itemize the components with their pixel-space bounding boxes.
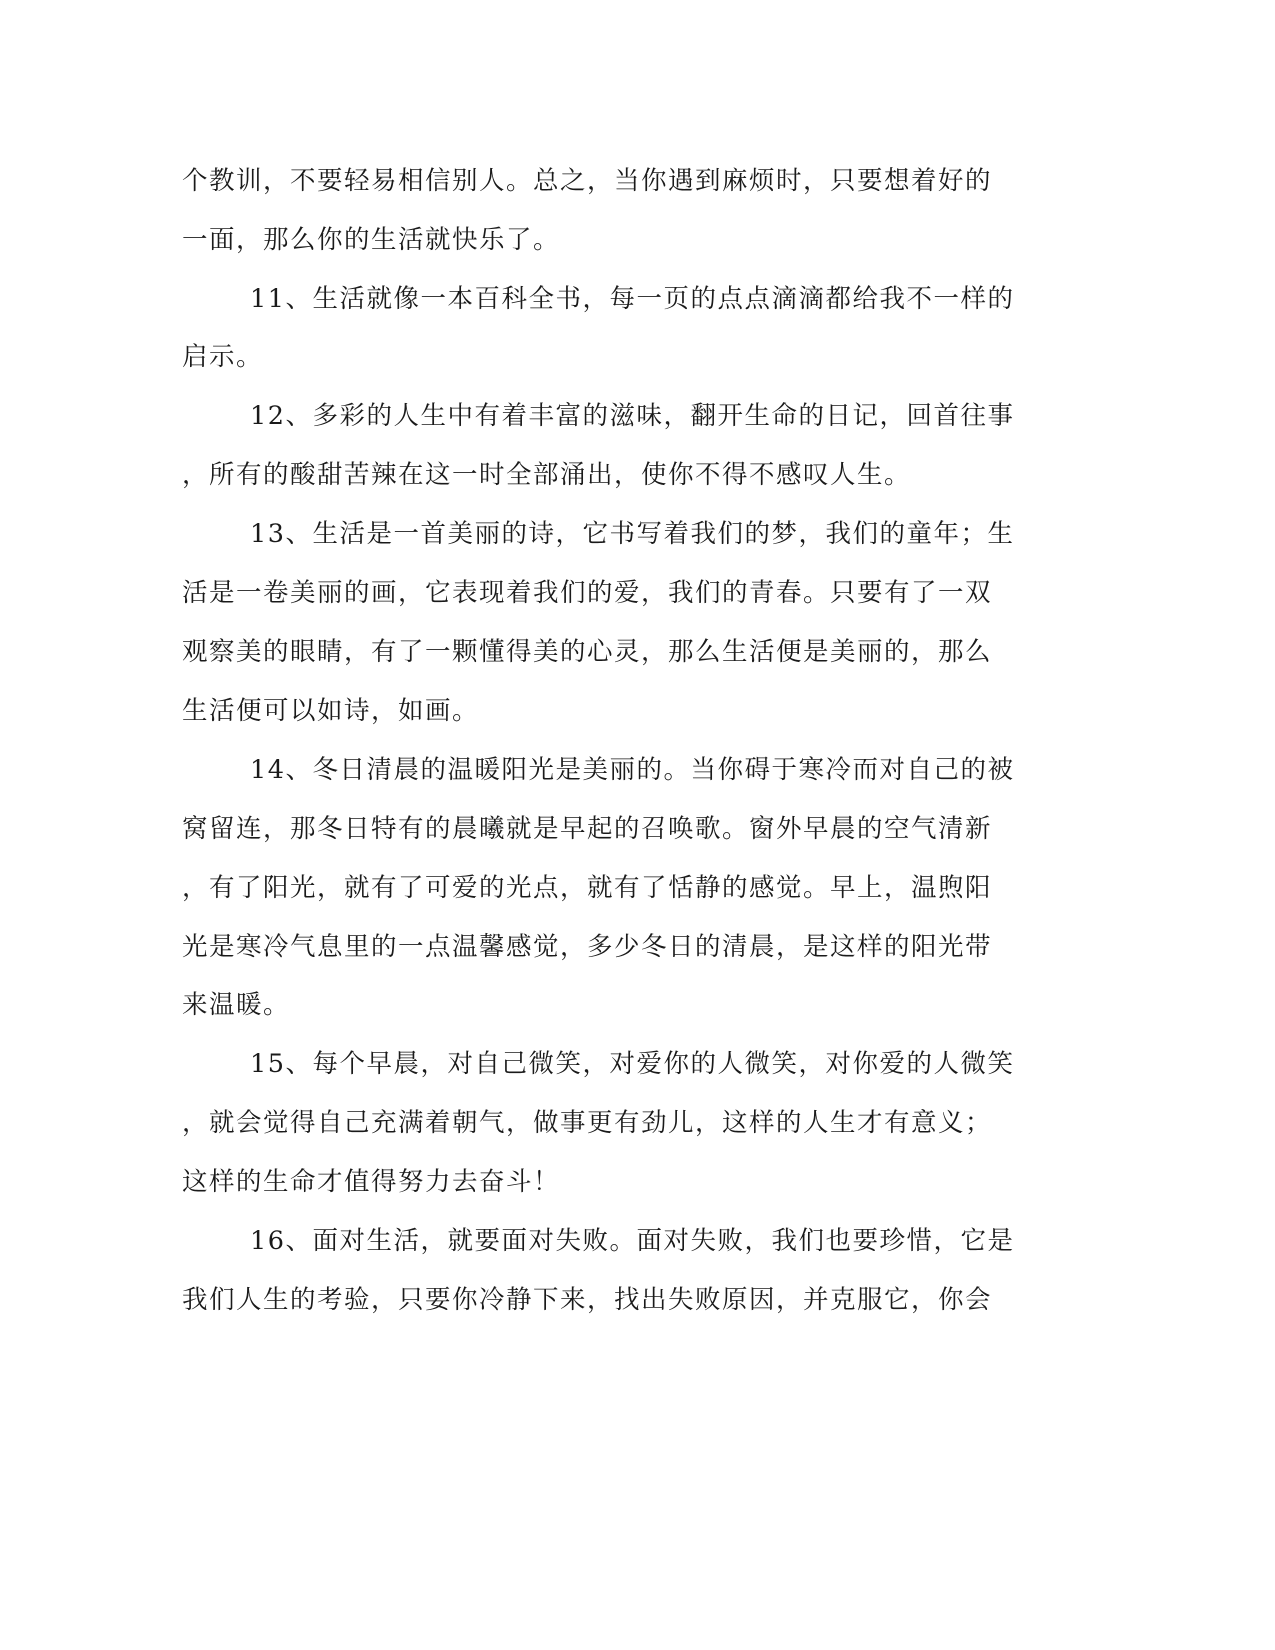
text-line: 生活便可以如诗，如画。 bbox=[182, 696, 480, 726]
text-line: 来温暖。 bbox=[182, 990, 291, 1020]
text-line: 这样的生命才值得努力去奋斗！ bbox=[182, 1167, 561, 1197]
text-line: ，所有的酸甜苦辣在这一时全部涌出，使你不得不感叹人生。 bbox=[182, 460, 912, 490]
text-line: 活是一卷美丽的画，它表现着我们的爱，我们的青春。只要有了一双 bbox=[182, 578, 993, 608]
text-line: 我们人生的考验，只要你冷静下来，找出失败原因，并克服它，你会 bbox=[182, 1285, 993, 1315]
text-line: 窝留连，那冬日特有的晨曦就是早起的召唤歌。窗外早晨的空气清新 bbox=[182, 814, 993, 844]
text-line: ，有了阳光，就有了可爱的光点，就有了恬静的感觉。早上，温煦阳 bbox=[182, 873, 993, 903]
text-line: 一面，那么你的生活就快乐了。 bbox=[182, 225, 561, 255]
text-line: 个教训，不要轻易相信别人。总之，当你遇到麻烦时，只要想着好的 bbox=[182, 166, 993, 196]
paragraph-15-line: 15、每个早晨，对自己微笑，对爱你的人微笑，对你爱的人微笑 bbox=[250, 1049, 1015, 1079]
paragraph-16-line: 16、面对生活，就要面对失败。面对失败，我们也要珍惜，它是 bbox=[250, 1226, 1015, 1256]
paragraph-11-line: 11、生活就像一本百科全书，每一页的点点滴滴都给我不一样的 bbox=[250, 284, 1015, 314]
text-line: ，就会觉得自己充满着朝气，做事更有劲儿，这样的人生才有意义； bbox=[182, 1108, 993, 1138]
text-line: 光是寒冷气息里的一点温馨感觉，多少冬日的清晨，是这样的阳光带 bbox=[182, 932, 993, 962]
text-line: 观察美的眼睛，有了一颗懂得美的心灵，那么生活便是美丽的，那么 bbox=[182, 637, 993, 667]
paragraph-12-line: 12、多彩的人生中有着丰富的滋味，翻开生命的日记，回首往事 bbox=[250, 401, 1015, 431]
text-line: 启示。 bbox=[182, 342, 264, 372]
paragraph-14-line: 14、冬日清晨的温暖阳光是美丽的。当你碍于寒冷而对自己的被 bbox=[250, 755, 1015, 785]
paragraph-13-line: 13、生活是一首美丽的诗，它书写着我们的梦，我们的童年；生 bbox=[250, 519, 1015, 549]
